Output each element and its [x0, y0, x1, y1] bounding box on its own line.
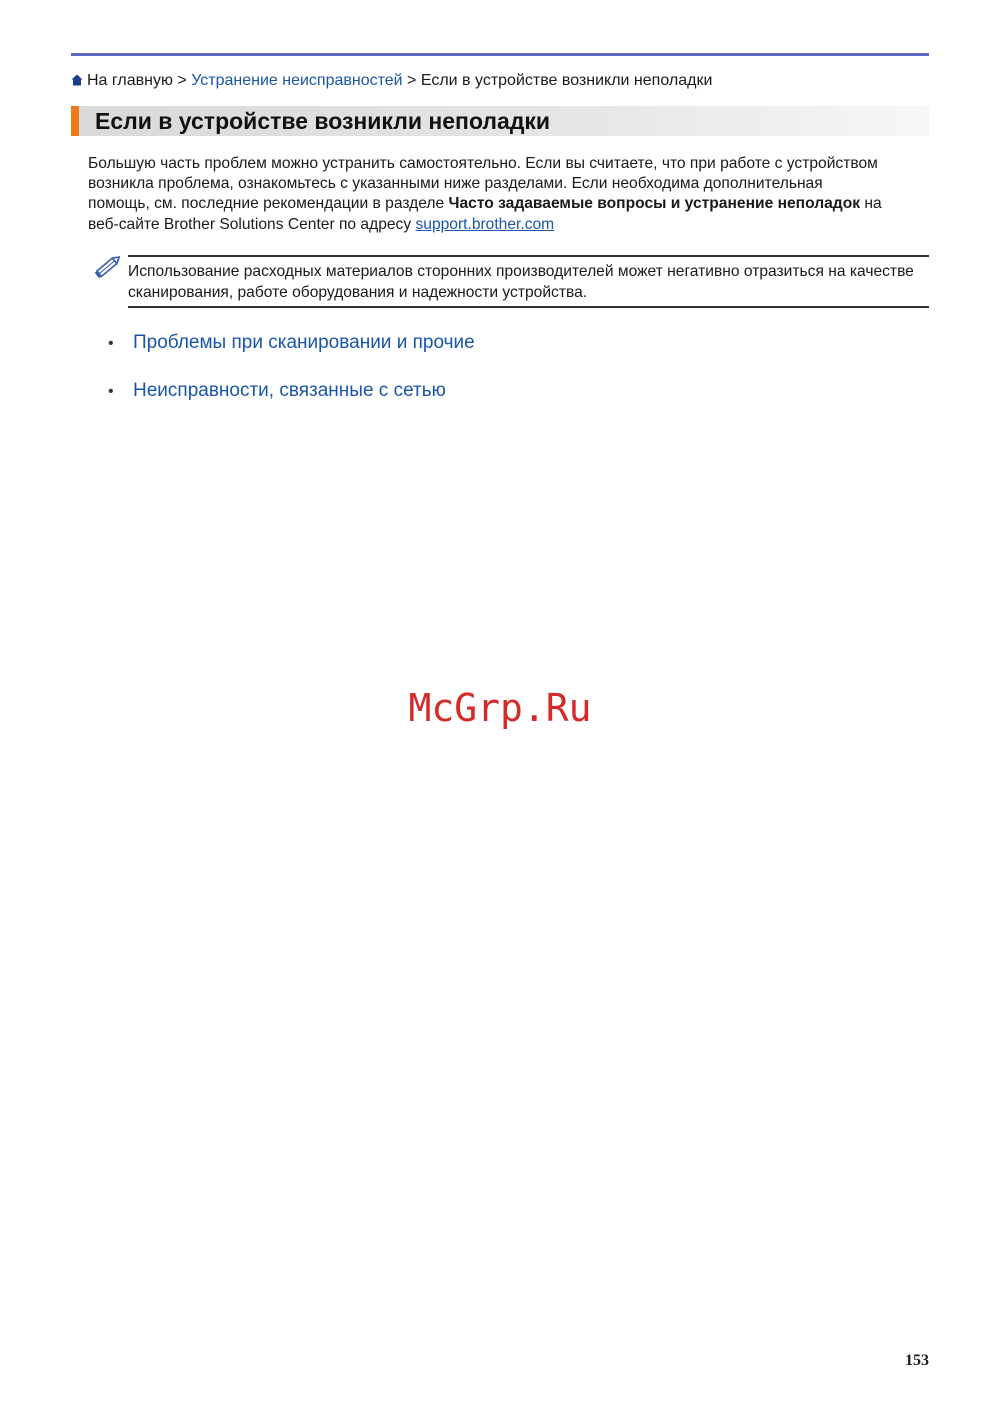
bullet: •: [108, 335, 114, 352]
home-icon[interactable]: [71, 74, 83, 86]
related-topics-list: [108, 330, 475, 426]
bullet: •: [108, 383, 114, 400]
breadcrumb: [71, 71, 712, 91]
intro-text-continued: на веб-сайте Brother Solutions Center по адресу: [88, 195, 882, 233]
list-item: [108, 378, 475, 426]
note-box: [88, 255, 929, 307]
breadcrumb-section-link[interactable]: Устранение неисправностей: [191, 72, 403, 89]
support-url-link[interactable]: support.brother.com: [415, 215, 555, 233]
note-text: Использование расходных материалов сторонних производителей может негативно отразиться на качестве сканирования, работе оборудования и надежности устройства.: [128, 263, 914, 301]
network-problems-link[interactable]: Неисправности, связанные с сетью: [133, 380, 446, 401]
note-bottom-rule: [128, 306, 929, 308]
faq-section-name: Часто задаваемые вопросы и устранение неполадок: [448, 195, 861, 213]
breadcrumb-current: Если в устройстве возникли неполадки: [420, 72, 713, 89]
note-top-rule: [128, 255, 929, 257]
page-number: 153: [905, 1352, 929, 1369]
title-accent-bar: [71, 106, 79, 136]
breadcrumb-separator: >: [402, 72, 421, 89]
scanning-problems-link[interactable]: Проблемы при сканировании и прочие: [133, 332, 475, 353]
pencil-note-icon: [92, 251, 124, 283]
intro-text: Большую часть проблем можно устранить самостоятельно. Если вы считаете, что при работе с устройством возникла проблема, ознакомьтесь с указанными ниже разделами. Если необходима дополнительная помощь, см. последние рекомендации в разделе: [88, 155, 878, 213]
breadcrumb-separator: >: [172, 72, 192, 89]
list-item: [108, 330, 475, 378]
top-rule: [71, 53, 929, 56]
intro-paragraph: [88, 154, 888, 235]
page-title: Если в устройстве возникли неполадки: [95, 108, 551, 134]
title-bar: [71, 106, 929, 136]
breadcrumb-home-link[interactable]: На главную: [87, 72, 173, 89]
watermark: McGrp.Ru: [408, 686, 592, 730]
